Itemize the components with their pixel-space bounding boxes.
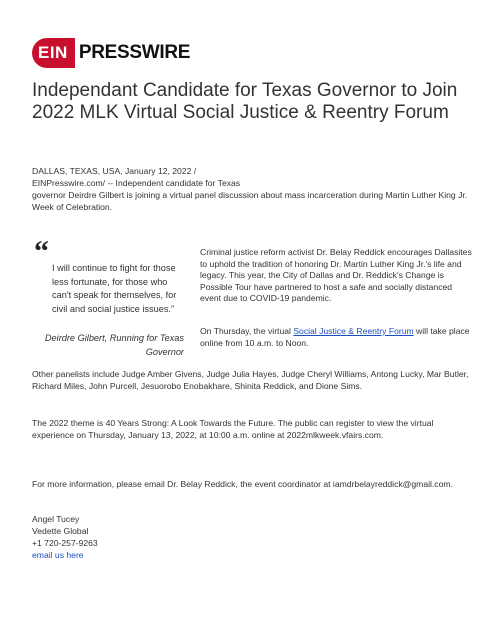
pull-quote-text: I will continue to fight for those less fortunate, for those who can't speak for themselves, for civil and social justice issues.”: [52, 263, 177, 314]
intro-paragraph: governor Deirdre Gilbert is joining a virtual panel discussion about mass incarceration during Martin Luther King Jr. Week of Celebration.: [32, 190, 468, 212]
quote-mark-icon: “: [34, 235, 49, 268]
pull-quote-attribution: Deirdre Gilbert, Running for Texas Governor: [44, 333, 184, 357]
contact-phone: +1 720-257-9263: [32, 538, 98, 548]
body-paragraph-forum: [200, 326, 472, 349]
contact-name: Angel Tucey: [32, 514, 80, 524]
logo-ein-badge: EIN: [32, 38, 75, 68]
dateline: DALLAS, TEXAS, USA, January 12, 2022 /: [32, 166, 197, 176]
contact-org: Vedette Global: [32, 526, 89, 536]
body-paragraph-theme: The 2022 theme is 40 Years Strong: A Look Towards the Future. The public can register to view the virtual experience on Thursday, January 13, 2022, at 10:00 a.m. online at 2022mlkweek.vfairs.com.: [32, 418, 434, 440]
forum-text-after: will take place online from 10 a.m. to Noon.: [200, 326, 470, 348]
body-paragraph-panelists: Other panelists include Judge Amber Givens, Judge Julia Hayes, Judge Cheryl Williams, Antong Lucky, Mar Butler, Richard Miles, John Purcell, Jesuorobo Enobakhare, Shinita Reddick, and Dione Sims.: [32, 369, 469, 391]
logo-presswire-text: PRESSWIRE: [78, 42, 191, 63]
contact-email-paragraph: [32, 550, 472, 562]
source-line: EINPresswire.com/ -- Independent candidate for Texas: [32, 178, 241, 188]
forum-link[interactable]: Social Justice & Reentry Forum: [293, 326, 414, 336]
body-paragraph-contact: For more information, please email Dr. Belay Reddick, the event coordinator at iamdrbelayreddick@gmail.com.: [32, 479, 453, 489]
einpresswire-logo: [32, 38, 190, 68]
headline: Independant Candidate for Texas Governor to Join 2022 MLK Virtual Social Justice & Reentry Forum: [32, 80, 458, 123]
contact-email-link[interactable]: email us here: [32, 550, 84, 560]
body-paragraph-reddick: Criminal justice reform activist Dr. Belay Reddick encourages Dallasites to uphold the tradition of honoring Dr. Martin Luther King Jr.'s life and legacy. This year, the City of Dallas and Dr. Reddick's Change is Possible Tour have partnered to host a safe and socially distanced event due to COVID-19 pandemic.: [200, 247, 472, 304]
forum-text-before: On Thursday, the virtual: [200, 326, 294, 336]
